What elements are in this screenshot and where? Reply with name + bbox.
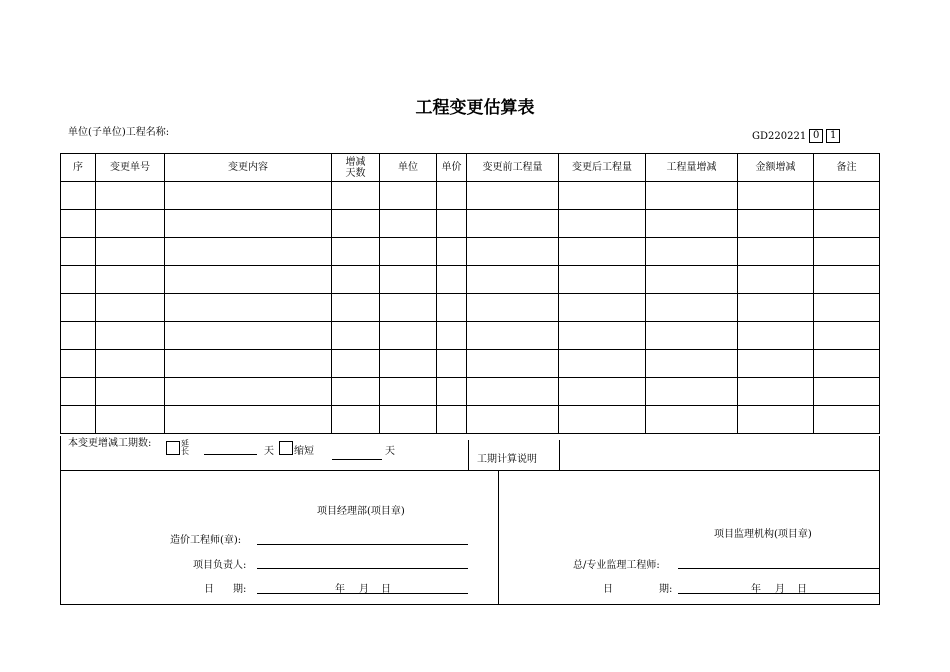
table-cell[interactable] bbox=[380, 378, 437, 406]
table-cell[interactable] bbox=[814, 210, 880, 238]
project-leader-line[interactable] bbox=[257, 568, 468, 569]
table-cell[interactable] bbox=[738, 294, 814, 322]
table-cell[interactable] bbox=[814, 294, 880, 322]
table-cell[interactable] bbox=[437, 294, 467, 322]
table-cell[interactable] bbox=[738, 182, 814, 210]
shorten-checkbox[interactable] bbox=[279, 441, 293, 455]
table-cell[interactable] bbox=[646, 210, 738, 238]
table-cell[interactable] bbox=[61, 406, 96, 434]
table-cell[interactable] bbox=[738, 378, 814, 406]
table-cell[interactable] bbox=[437, 210, 467, 238]
table-cell[interactable] bbox=[165, 210, 332, 238]
table-cell[interactable] bbox=[646, 238, 738, 266]
col-header-days-text: 增减天数 bbox=[345, 156, 366, 179]
table-row bbox=[61, 322, 880, 350]
table-cell[interactable] bbox=[96, 238, 165, 266]
col-header-before-qty: 变更前工程量 bbox=[467, 154, 559, 182]
right-day: 日 bbox=[797, 584, 807, 595]
table-cell[interactable] bbox=[559, 350, 646, 378]
table-cell[interactable] bbox=[96, 350, 165, 378]
table-cell[interactable] bbox=[646, 182, 738, 210]
table-cell[interactable] bbox=[61, 266, 96, 294]
table-row bbox=[61, 238, 880, 266]
table-cell[interactable] bbox=[61, 350, 96, 378]
table-cell[interactable] bbox=[165, 266, 332, 294]
table-cell[interactable] bbox=[332, 266, 380, 294]
table-row bbox=[61, 406, 880, 434]
table-cell[interactable] bbox=[380, 182, 437, 210]
table-cell[interactable] bbox=[165, 182, 332, 210]
col-header-days bbox=[332, 154, 380, 182]
table-cell[interactable] bbox=[96, 406, 165, 434]
table-cell[interactable] bbox=[646, 350, 738, 378]
table-cell[interactable] bbox=[165, 238, 332, 266]
col-header-price: 单价 bbox=[437, 154, 467, 182]
code-box-2: 1 bbox=[826, 129, 840, 143]
table-cell[interactable] bbox=[646, 378, 738, 406]
calc-label: 工期计算说明 bbox=[477, 454, 537, 465]
table-cell[interactable] bbox=[61, 294, 96, 322]
right-year: 年 bbox=[751, 584, 761, 595]
table-cell[interactable] bbox=[380, 266, 437, 294]
left-date-char-2: 期: bbox=[233, 584, 247, 595]
days-divider-1 bbox=[468, 440, 469, 470]
right-date-char-1: 日 bbox=[603, 584, 613, 595]
days-divider-2 bbox=[559, 440, 560, 470]
left-day: 日 bbox=[381, 584, 391, 595]
table-cell[interactable] bbox=[437, 266, 467, 294]
table-cell[interactable] bbox=[814, 406, 880, 434]
extend-checkbox[interactable] bbox=[166, 441, 180, 455]
table-cell[interactable] bbox=[165, 378, 332, 406]
table-cell[interactable] bbox=[437, 182, 467, 210]
table-cell[interactable] bbox=[380, 238, 437, 266]
table-cell[interactable] bbox=[467, 322, 559, 350]
table-cell[interactable] bbox=[646, 322, 738, 350]
table-cell[interactable] bbox=[437, 322, 467, 350]
table-cell[interactable] bbox=[165, 294, 332, 322]
table-cell[interactable] bbox=[559, 322, 646, 350]
table-cell[interactable] bbox=[61, 322, 96, 350]
table-cell[interactable] bbox=[738, 322, 814, 350]
cost-engineer-label: 造价工程师(章): bbox=[170, 535, 242, 546]
extend-label: 延长 bbox=[181, 439, 189, 456]
table-cell[interactable] bbox=[467, 294, 559, 322]
table-cell[interactable] bbox=[380, 406, 437, 434]
table-cell[interactable] bbox=[61, 238, 96, 266]
shorten-days-line[interactable] bbox=[332, 459, 382, 460]
table-cell[interactable] bbox=[467, 210, 559, 238]
table-cell[interactable] bbox=[467, 406, 559, 434]
left-date-char-1: 日 bbox=[204, 584, 214, 595]
table-cell[interactable] bbox=[165, 406, 332, 434]
table-cell[interactable] bbox=[96, 210, 165, 238]
table-row bbox=[61, 294, 880, 322]
table-cell[interactable] bbox=[646, 406, 738, 434]
form-code-text: GD220221 bbox=[752, 130, 807, 142]
table-cell[interactable] bbox=[380, 210, 437, 238]
col-header-after-qty: 变更后工程量 bbox=[559, 154, 646, 182]
table-cell[interactable] bbox=[96, 378, 165, 406]
table-cell[interactable] bbox=[559, 294, 646, 322]
table-cell[interactable] bbox=[380, 350, 437, 378]
col-header-remark: 备注 bbox=[814, 154, 880, 182]
table-cell[interactable] bbox=[380, 322, 437, 350]
unit-name-label: 单位(子单位)工程名称: bbox=[68, 127, 170, 138]
table-cell[interactable] bbox=[738, 350, 814, 378]
right-date-char-2: 期: bbox=[659, 584, 673, 595]
table-cell[interactable] bbox=[467, 182, 559, 210]
table-cell[interactable] bbox=[814, 182, 880, 210]
table-header-row bbox=[61, 154, 880, 182]
table-cell[interactable] bbox=[165, 350, 332, 378]
table-cell[interactable] bbox=[380, 294, 437, 322]
table-cell[interactable] bbox=[437, 406, 467, 434]
table-cell[interactable] bbox=[437, 350, 467, 378]
table-cell[interactable] bbox=[559, 238, 646, 266]
table-row bbox=[61, 350, 880, 378]
days-row-bottom bbox=[61, 470, 880, 471]
day-unit-1: 天 bbox=[264, 446, 274, 457]
table-cell[interactable] bbox=[467, 266, 559, 294]
extend-days-line[interactable] bbox=[204, 454, 257, 455]
table-row bbox=[61, 210, 880, 238]
table-cell[interactable] bbox=[437, 238, 467, 266]
table-cell[interactable] bbox=[467, 378, 559, 406]
table-cell[interactable] bbox=[332, 238, 380, 266]
chief-supervisor-label: 总/专业监理工程师: bbox=[573, 560, 660, 571]
table-cell[interactable] bbox=[738, 406, 814, 434]
table-cell[interactable] bbox=[61, 182, 96, 210]
right-seal-label: 项目监理机构(项目章) bbox=[714, 529, 812, 540]
left-year: 年 bbox=[335, 584, 345, 595]
table-cell[interactable] bbox=[96, 266, 165, 294]
table-cell[interactable] bbox=[437, 378, 467, 406]
col-header-seq: 序 bbox=[61, 154, 96, 182]
col-header-amount-change: 金额增减 bbox=[738, 154, 814, 182]
table-cell[interactable] bbox=[814, 350, 880, 378]
table-cell[interactable] bbox=[332, 378, 380, 406]
col-header-unit: 单位 bbox=[380, 154, 437, 182]
table-row bbox=[61, 266, 880, 294]
table-cell[interactable] bbox=[814, 322, 880, 350]
shorten-label: 缩短 bbox=[294, 446, 314, 457]
days-label: 本变更增减工期数: bbox=[68, 438, 152, 449]
col-header-qty-change: 工程量增减 bbox=[646, 154, 738, 182]
table-cell[interactable] bbox=[738, 238, 814, 266]
table-cell[interactable] bbox=[332, 182, 380, 210]
table-cell[interactable] bbox=[559, 210, 646, 238]
left-seal-label: 项目经理部(项目章) bbox=[317, 506, 405, 517]
table-row bbox=[61, 378, 880, 406]
estimate-table bbox=[60, 153, 880, 434]
table-cell[interactable] bbox=[96, 182, 165, 210]
table-cell[interactable] bbox=[646, 266, 738, 294]
project-leader-label: 项目负责人: bbox=[193, 560, 247, 571]
table-cell[interactable] bbox=[814, 238, 880, 266]
table-cell[interactable] bbox=[738, 210, 814, 238]
page-title: 工程变更估算表 bbox=[415, 98, 535, 118]
right-month: 月 bbox=[775, 584, 785, 595]
table-cell[interactable] bbox=[332, 322, 380, 350]
cost-engineer-line[interactable] bbox=[257, 544, 468, 545]
left-month: 月 bbox=[359, 584, 369, 595]
table-row bbox=[61, 182, 880, 210]
table-cell[interactable] bbox=[738, 266, 814, 294]
sign-divider bbox=[498, 470, 499, 605]
col-header-change-no: 变更单号 bbox=[96, 154, 165, 182]
form-code bbox=[752, 129, 840, 143]
table-cell[interactable] bbox=[332, 406, 380, 434]
col-header-content: 变更内容 bbox=[165, 154, 332, 182]
table-cell[interactable] bbox=[467, 350, 559, 378]
table-cell[interactable] bbox=[646, 294, 738, 322]
table-cell[interactable] bbox=[332, 350, 380, 378]
table-cell[interactable] bbox=[559, 406, 646, 434]
table-cell[interactable] bbox=[467, 238, 559, 266]
table-cell[interactable] bbox=[332, 210, 380, 238]
table-cell[interactable] bbox=[559, 378, 646, 406]
table-cell[interactable] bbox=[814, 378, 880, 406]
lower-section bbox=[60, 436, 880, 605]
table-cell[interactable] bbox=[96, 294, 165, 322]
chief-supervisor-line[interactable] bbox=[678, 568, 880, 569]
table-cell[interactable] bbox=[165, 322, 332, 350]
table-cell[interactable] bbox=[332, 294, 380, 322]
table-cell[interactable] bbox=[61, 210, 96, 238]
code-box-1: 0 bbox=[809, 129, 823, 143]
table-cell[interactable] bbox=[814, 266, 880, 294]
table-cell[interactable] bbox=[96, 322, 165, 350]
day-unit-2: 天 bbox=[385, 446, 395, 457]
table-cell[interactable] bbox=[559, 266, 646, 294]
table-cell[interactable] bbox=[61, 378, 96, 406]
table-cell[interactable] bbox=[559, 182, 646, 210]
